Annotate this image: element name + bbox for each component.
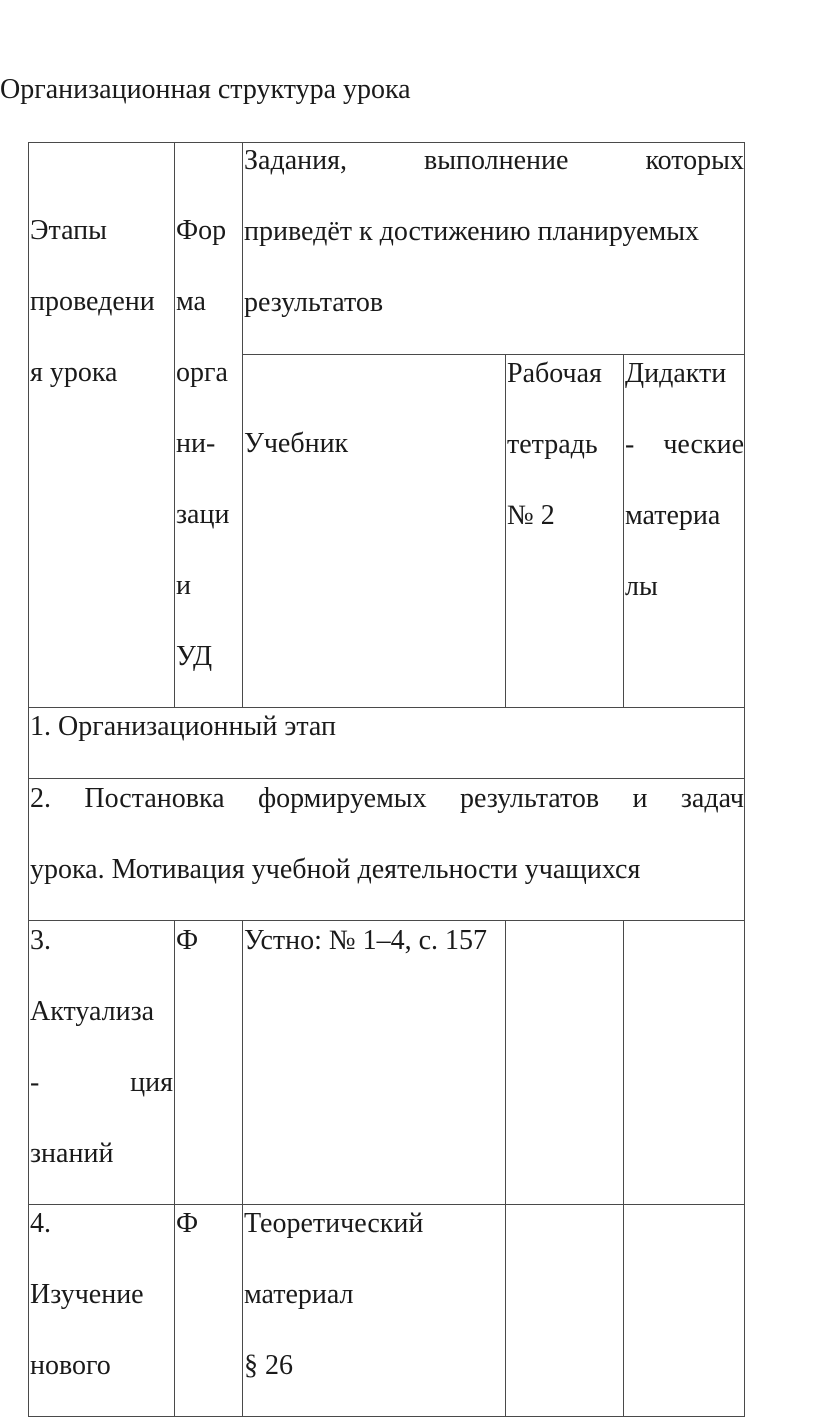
- row3-stage-line: 3.: [30, 925, 51, 956]
- header-didactic-line: лы: [625, 571, 658, 602]
- header-tasks-word: которых: [645, 145, 744, 176]
- row-text-line: урока. Мотивация учебной деятельности учащихся: [30, 854, 641, 885]
- row-text-line: [30, 763, 744, 834]
- header-stages-line: я урока: [30, 357, 118, 388]
- header-form-line: Фор: [176, 215, 227, 246]
- row-goals-motivation: [28, 763, 745, 905]
- header-tasks-line: результатов: [244, 287, 384, 318]
- row3-form-value: Ф: [176, 925, 199, 956]
- row4-textbook-line: Теоретический: [244, 1208, 424, 1239]
- table-border-col4-body: [623, 920, 624, 1417]
- header-workbook-line: № 2: [507, 500, 555, 531]
- header-tasks-line: приведёт к достижению планируемых: [244, 216, 700, 247]
- row-word: задач: [680, 783, 744, 814]
- header-form-cell: [174, 195, 242, 692]
- header-tasks-word: выполнение: [424, 145, 569, 176]
- header-stages-cell: [28, 195, 174, 408]
- row3-stage-word: ция: [130, 1067, 173, 1098]
- header-form-line: и: [176, 570, 191, 601]
- header-workbook-line: Рабочая: [507, 358, 602, 389]
- header-tasks-line: [244, 125, 744, 196]
- lesson-structure-table: [28, 142, 745, 1417]
- row4-form-cell: [174, 1188, 242, 1259]
- row4-stage-line: 4.: [30, 1208, 51, 1239]
- row3-textbook-cell: [242, 905, 505, 976]
- row-text: 1. Организационный этап: [30, 711, 336, 742]
- header-didactic-word: ческие: [663, 429, 744, 460]
- table-border-bottom: [28, 1416, 745, 1417]
- row3-stage-line: [30, 1047, 173, 1118]
- header-form-line: заци: [176, 499, 230, 530]
- row-organizational-stage: [28, 691, 745, 762]
- header-form-line: УД: [176, 641, 213, 672]
- header-stages-line: Этапы: [30, 215, 107, 246]
- header-stages-line: проведени: [30, 286, 155, 317]
- row4-form-value: Ф: [176, 1208, 199, 1239]
- row4-textbook-line: § 26: [244, 1350, 293, 1381]
- row3-stage-cell: [28, 905, 174, 1189]
- row4-stage-cell: [28, 1188, 174, 1401]
- header-didactic-line: Дидакти: [625, 358, 727, 389]
- row4-stage-line: нового: [30, 1350, 111, 1381]
- header-didactic-line: [625, 409, 744, 480]
- document-title: Организационная структура урока: [0, 74, 411, 105]
- row3-textbook-value: Устно: № 1–4, с. 157: [244, 925, 488, 956]
- row4-textbook-line: материал: [244, 1279, 354, 1310]
- row3-form-cell: [174, 905, 242, 976]
- row-word: и: [632, 783, 648, 814]
- row3-stage-line: Актуализа: [30, 996, 155, 1027]
- header-form-line: ни-: [176, 428, 216, 459]
- row3-stage-word: -: [30, 1067, 40, 1098]
- row-word: результатов: [460, 783, 600, 814]
- header-didactic-line: материа: [625, 500, 721, 531]
- row-word: Постановка: [84, 783, 225, 814]
- header-didactic-word: -: [625, 429, 635, 460]
- table-border-col3-body: [505, 920, 506, 1417]
- header-workbook-line: тетрадь: [507, 429, 598, 460]
- row4-stage-line: Изучение: [30, 1279, 144, 1310]
- row-word: формируемых: [257, 783, 427, 814]
- header-didactic-cell: [623, 338, 745, 622]
- header-textbook-label: Учебник: [244, 428, 349, 459]
- header-textbook-cell: [242, 408, 505, 479]
- header-tasks-cell: [242, 125, 745, 338]
- header-form-line: ма: [176, 286, 206, 317]
- table-border-col1-body: [174, 920, 175, 1417]
- header-workbook-cell: [505, 338, 623, 551]
- row3-stage-line: знаний: [30, 1138, 114, 1169]
- header-tasks-word: Задания,: [244, 145, 347, 176]
- row4-textbook-cell: [242, 1188, 505, 1401]
- header-form-line: орга: [176, 357, 228, 388]
- row-word: 2.: [30, 783, 51, 814]
